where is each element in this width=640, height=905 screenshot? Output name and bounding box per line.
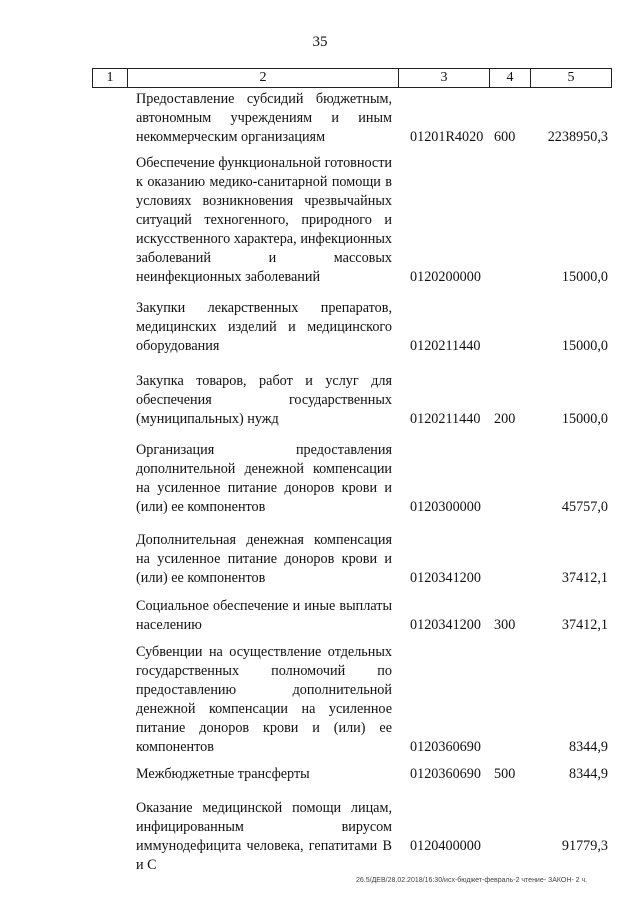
row-code: 0120341200	[410, 570, 481, 586]
row-amount: 37412,1	[561, 617, 608, 633]
row-code: 0120211440	[410, 338, 481, 354]
row-amount: 15000,0	[561, 411, 608, 427]
row-description: Закупки лекарственных препаратов, медицинских изделий и медицинского оборудования	[136, 300, 392, 354]
row-code: 0120200000	[410, 269, 481, 285]
header-col-2: 2	[128, 69, 399, 87]
header-col-4: 4	[490, 69, 531, 87]
row-code: 0120360690	[410, 766, 481, 782]
row-kvr: 500	[494, 766, 516, 782]
row-amount: 15000,0	[561, 338, 608, 354]
row-kvr: 600	[494, 129, 516, 145]
row-description: Оказание медицинской помощи лицам, инфицированным вирусом иммунодефицита человека, гепатитами B и C	[136, 800, 392, 873]
row-code: 0120400000	[410, 838, 481, 854]
page-number: 35	[312, 34, 328, 50]
row-amount: 2238950,3	[547, 129, 608, 145]
row-description: Организация предоставления дополнительной денежной компенсации на усиленное питание доноров крови и (или) ее компонентов	[136, 442, 392, 515]
row-amount: 91779,3	[561, 838, 608, 854]
header-col-5: 5	[567, 70, 575, 85]
header-col-3: 3	[399, 69, 490, 87]
row-description: Дополнительная денежная компенсация на усиленное питание доноров крови и (или) ее компонентов	[136, 532, 392, 586]
row-description: Предоставление субсидий бюджетным, автономным учреждениям и иным некоммерческим организациям	[136, 91, 392, 145]
row-description: Обеспечение функциональной готовности к оказанию медико-санитарной помощи в условиях возникновения чрезвычайных ситуаций техногенного, природного и искусственного характера, инфекционных заболеваний и массовых неинфекционных заболеваний	[136, 155, 392, 285]
row-amount: 8344,9	[568, 739, 608, 755]
row-code: 0120300000	[410, 499, 481, 515]
row-amount: 15000,0	[561, 269, 608, 285]
row-description: Закупка товаров, работ и услуг для обеспечения государственных (муниципальных) нужд	[136, 373, 392, 427]
header-col-1: 1	[93, 69, 128, 87]
row-description: Социальное обеспечение и иные выплаты населению	[136, 598, 392, 633]
row-amount: 8344,9	[568, 766, 608, 782]
row-kvr: 300	[494, 617, 516, 633]
row-amount: 37412,1	[561, 570, 608, 586]
row-code: 0120211440	[410, 411, 481, 427]
row-amount: 45757,0	[561, 499, 608, 515]
table-header	[92, 68, 612, 88]
document-footer: 26.5/ДЕВ/28.02.2018/16:30/исх-бюджет-февраль-2 чтение- ЗАКОН- 2 ч.	[356, 877, 588, 884]
row-code: 0120360690	[410, 739, 481, 755]
row-description: Межбюджетные трансферты	[136, 766, 310, 782]
row-description: Субвенции на осуществление отдельных государственных полномочий по предоставлению дополнительной денежной компенсации на усиленное питание доноров крови и (или) ее компонентов	[136, 644, 392, 755]
row-code: 0120341200	[410, 617, 481, 633]
row-kvr: 200	[494, 411, 516, 427]
row-code: 01201R4020	[410, 129, 484, 145]
